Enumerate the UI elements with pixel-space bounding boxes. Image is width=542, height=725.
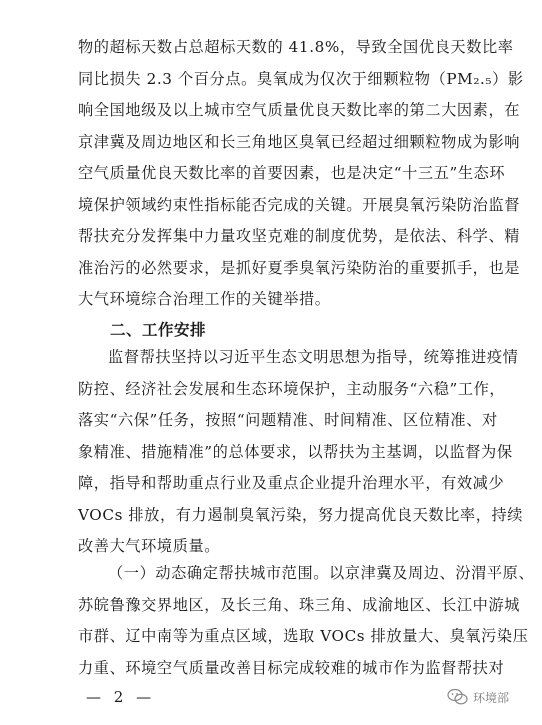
paragraph-city-scope	[78, 558, 535, 684]
text-line: 落实“六保”任务，按照“问题精准、时间精准、区位精准、对	[78, 411, 498, 429]
text-line: 大气环境综合治理工作的关键举措。	[78, 290, 331, 308]
paragraph-work-guidance	[78, 342, 524, 563]
text-line: 境保护领域约束性指标能否完成的关键。开展臭氧污染防治监督	[78, 195, 521, 214]
text-line: 力重、环境空气质量改善目标完成较难的城市作为监督帮扶对	[78, 658, 505, 677]
text-line: 准治污的必然要求，是抓好夏季臭氧污染防治的重要抓手，也是	[78, 258, 521, 277]
text-line: 京津冀及周边地区和长三角地区臭氧已经超过细颗粒物成为影响	[78, 132, 521, 151]
text-line: 帮扶充分发挥集中力量攻坚克难的制度优势，是依法、科学、精	[78, 227, 521, 245]
text-line: 防控、经济社会发展和生态环境保护，主动服务“六稳”工作，	[78, 379, 506, 398]
text-line: 空气质量优良天数比率的首要因素，也是决定“十三五”生态环	[78, 164, 506, 182]
text-line: 响全国地级及以上城市空气质量优良天数比率的第二大因素，在	[78, 101, 521, 119]
text-line: 障，指导和帮助重点行业及重点企业提升治理水平，有效减少	[78, 474, 505, 492]
text-line: 改善大气环境质量。	[78, 537, 221, 555]
watermark	[447, 688, 509, 706]
page-number: — 2 —	[86, 688, 156, 706]
text-line: 象精准、措施精准”的总体要求，以帮扶为主基调，以监督为保	[78, 442, 513, 461]
section-heading: 二、工作安排	[110, 321, 207, 339]
wechat-icon	[447, 688, 469, 706]
text-line: 苏皖鲁豫交界地区，及长三角、珠三角、成渝地区、长江中游城	[78, 595, 521, 614]
paragraph-ozone-background	[78, 32, 524, 316]
text-line: 市群、辽中南等为重点区域，选取 VOCs 排放量大、臭氧污染压	[78, 627, 529, 645]
text-line: 监督帮扶坚持以习近平生态文明思想为指导，统筹推进疫情	[108, 348, 519, 366]
text-line: （一）动态确定帮扶城市范围。以京津冀及周边、汾渭平原、	[108, 564, 535, 582]
text-line: 同比损失 2.3 个百分点。臭氧成为仅次于细颗粒物（PM₂.₅）影	[78, 69, 524, 88]
text-line: VOCs 排放，有力遏制臭氧污染，努力提高优良天数比率，持续	[78, 505, 524, 524]
text-line: 物的超标天数占总超标天数的 41.8%，导致全国优良天数比率	[78, 38, 514, 56]
watermark-text: 环境部	[473, 690, 510, 705]
